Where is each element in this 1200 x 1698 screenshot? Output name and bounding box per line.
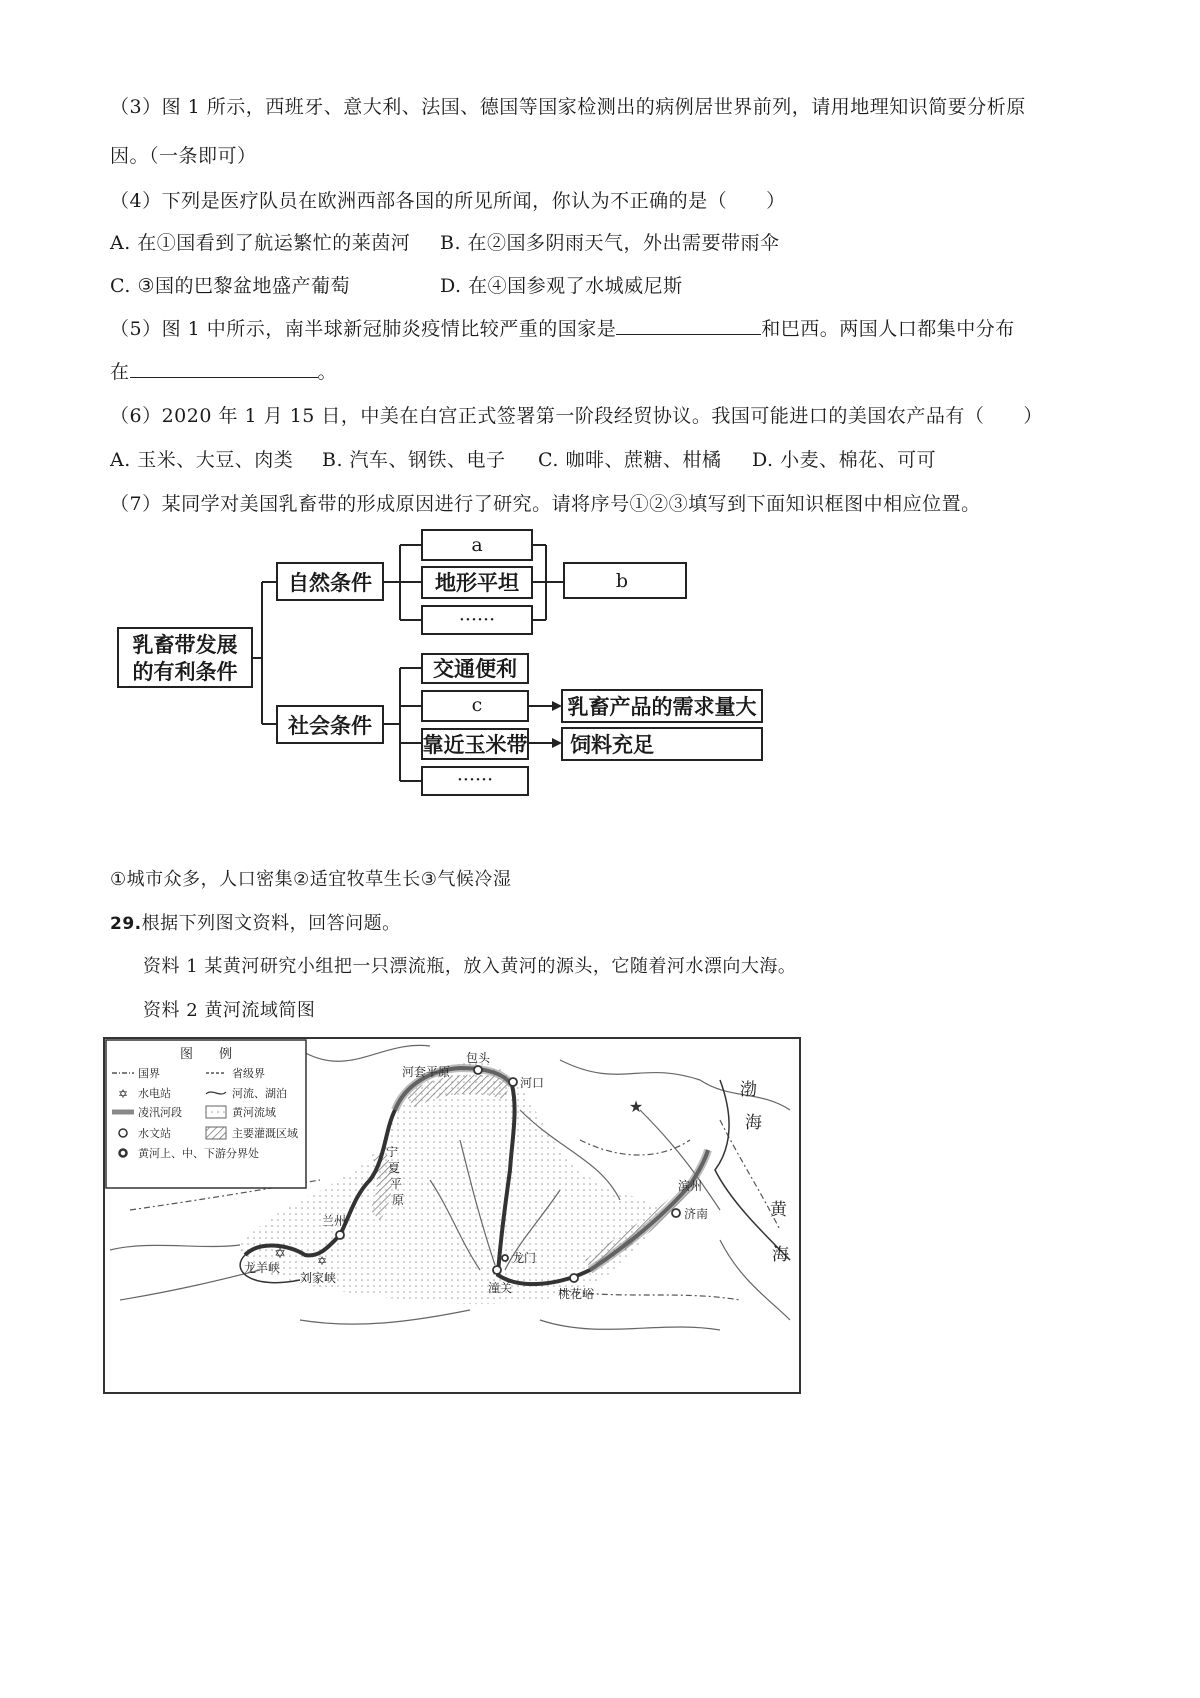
q5-text-2: 和巴西。两国人口都集中分布 — [761, 318, 1015, 340]
legend-national-border: 国界 — [138, 1067, 160, 1080]
q6-option-d: D. 小麦、棉花、可可 — [752, 449, 937, 471]
label-bohai-2: 海 — [745, 1113, 762, 1133]
q5-blank-2[interactable] — [130, 359, 318, 378]
q4-options-ab — [110, 228, 780, 255]
label-lanzhou: 兰州 — [322, 1214, 347, 1228]
q4-option-c: C. ③国的巴黎盆地盛产葡萄 — [110, 275, 350, 297]
diagram-dots2: ······ — [456, 769, 494, 791]
legend-irrigation: 主要灌溉区域 — [232, 1127, 298, 1140]
legend-hydro-station: 水文站 — [138, 1127, 171, 1140]
q29-stem-line — [110, 909, 401, 935]
q6-options — [110, 445, 936, 472]
diagram-demand: 乳畜产品的需求量大 — [567, 694, 757, 719]
diagram-root-line1: 乳畜带发展 — [132, 632, 238, 657]
diagram-root-line2: 的有利条件 — [132, 659, 238, 684]
hydropower-icon: ✡ — [316, 1254, 328, 1268]
hydropower-icon: ✡ — [117, 1087, 129, 1101]
label-longyangxia: 龙羊峡 — [244, 1261, 281, 1275]
station-jinan — [672, 1209, 680, 1217]
q4-stem: （4）下列是医疗队员在欧洲西部各国的所见所闻，你认为不正确的是（ ） — [110, 190, 786, 212]
q29-number: 29. — [110, 914, 142, 934]
station-baotou — [474, 1066, 482, 1074]
station-taohuayu — [570, 1274, 578, 1282]
q3-line2: 因。（一条即可） — [110, 145, 257, 167]
arrow-icon — [552, 701, 562, 711]
label-binzhou: 滨州 — [678, 1179, 703, 1193]
station-lanzhou — [336, 1231, 344, 1239]
q4-option-a: A. 在①国看到了航运繁忙的莱茵河 — [110, 232, 411, 254]
q6-option-b: B. 汽车、钢铁、电子 — [322, 449, 506, 471]
q4-options-cd — [110, 271, 683, 298]
label-bohai-1: 渤 — [740, 1080, 757, 1100]
legend-ice-flood: 凌汛河段 — [138, 1106, 182, 1119]
q5-text-1: （5）图 1 中所示，南半球新冠肺炎疫情比较严重的国家是 — [110, 318, 617, 340]
q4-option-d: D. 在④国参观了水城威尼斯 — [440, 275, 683, 297]
hydropower-icon: ✡ — [274, 1246, 286, 1262]
legend-hydropower: 水电站 — [138, 1087, 171, 1100]
label-longmen: 龙门 — [512, 1251, 537, 1265]
legend-river-lake: 河流、湖泊 — [232, 1087, 287, 1100]
q29-material1: 资料 1 某黄河研究小组把一只漂流瓶，放入黄河的源头，它随着河水漂向大海。 — [143, 956, 797, 977]
arrow-icon — [552, 738, 562, 748]
diagram-dots1: ······ — [458, 609, 496, 631]
label-ningxia-3: 平 — [390, 1177, 403, 1191]
label-ningxia-4: 原 — [392, 1193, 405, 1207]
q7-diagram — [0, 520, 1200, 840]
diagram-c: c — [471, 694, 483, 716]
q7-options: ①城市众多，人口密集②适宜牧草生长③气候冷湿 — [110, 869, 512, 890]
label-jinan: 济南 — [684, 1207, 709, 1221]
q5-text-3: 在 — [110, 361, 130, 383]
q5-line2 — [110, 357, 337, 384]
q5-line1 — [110, 314, 1015, 341]
q5-blank-1[interactable] — [616, 316, 761, 335]
legend-provincial-border: 省级界 — [232, 1067, 265, 1080]
diagram-b: b — [615, 570, 629, 592]
label-baotou: 包头 — [466, 1051, 491, 1065]
label-liujiaxia: 刘家峡 — [300, 1271, 337, 1285]
capital-star-icon: ★ — [628, 1097, 644, 1116]
q6-stem: （6）2020 年 1 月 15 日，中美在白宫正式签署第一阶段经贸协议。我国可能进口的美国农产品有（ ） — [110, 405, 1043, 427]
diagram-natural: 自然条件 — [288, 570, 372, 595]
label-ningxia-1: 宁 — [386, 1145, 399, 1159]
diagram-feed: 饲料充足 — [570, 732, 654, 757]
label-hetao: 河套平原 — [402, 1065, 451, 1079]
label-hekou: 河口 — [520, 1076, 545, 1090]
map-legend — [106, 1040, 306, 1188]
station-tongguan — [493, 1266, 501, 1274]
label-tongguan: 潼关 — [488, 1281, 513, 1295]
q3-line1: （3）图 1 所示，西班牙、意大利、法国、德国等国家检测出的病例居世界前列，请用地理知识简要分析原 — [110, 96, 1026, 118]
q29-stem: 根据下列图文资料，回答问题。 — [141, 913, 401, 934]
q4-option-b: B. 在②国多阴雨天气，外出需要带雨伞 — [440, 232, 780, 254]
q29-material2: 资料 2 黄河流域简图 — [143, 1000, 316, 1021]
diagram-a: a — [471, 534, 483, 556]
legend-divide: 黄河上、中、下游分界处 — [138, 1147, 259, 1160]
diagram-transport: 交通便利 — [433, 656, 517, 681]
label-huanghai-1: 黄 — [770, 1200, 787, 1220]
legend-basin: 黄河流域 — [232, 1106, 276, 1119]
q6-option-a: A. 玉米、大豆、肉类 — [110, 449, 294, 471]
q7-stem: （7）某同学对美国乳畜带的形成原因进行了研究。请将序号①②③填写到下面知识框图中相应位置。 — [110, 493, 981, 515]
yellow-river-map — [0, 1030, 1200, 1400]
label-taohuayu: 桃花峪 — [558, 1287, 595, 1301]
diagram-corn: 靠近玉米带 — [422, 732, 528, 757]
label-huanghai-2: 海 — [772, 1245, 789, 1265]
label-ningxia-2: 夏 — [388, 1161, 401, 1175]
q5-text-4: 。 — [317, 361, 338, 383]
legend-title: 图 例 — [179, 1047, 233, 1062]
station-hekou — [509, 1078, 517, 1086]
diagram-social: 社会条件 — [288, 713, 372, 738]
station-longmen — [502, 1255, 508, 1261]
diagram-flat: 地形平坦 — [435, 570, 519, 595]
q6-option-c: C. 咖啡、蔗糖、柑橘 — [538, 449, 722, 471]
